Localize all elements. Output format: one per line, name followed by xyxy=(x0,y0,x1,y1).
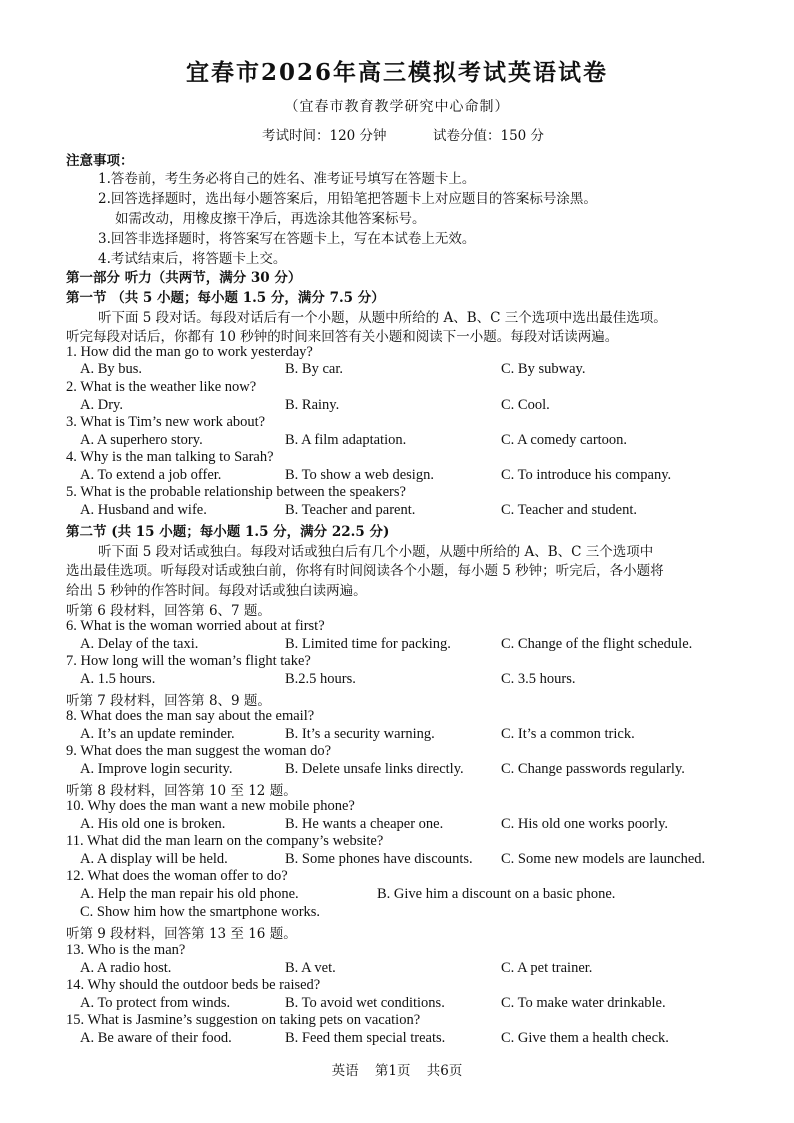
question-stem: 6. What is the woman worried about at first? xyxy=(66,618,325,634)
question-stem: 4. Why is the man talking to Sarah? xyxy=(66,449,274,465)
option-a: A. Delay of the taxi. xyxy=(80,636,199,652)
question-stem: 1. How did the man go to work yesterday? xyxy=(66,344,313,360)
option-a: A. Dry. xyxy=(80,397,123,413)
section1-instruction: 听完每段对话后，你都有 10 秒钟的时间来回答有关小题和阅读下一小题。每段对话读两遍。 xyxy=(66,329,619,345)
option-b: B. Feed them special treats. xyxy=(285,1030,446,1046)
option-b: B. By car. xyxy=(285,361,343,377)
option-c: C. Change of the flight schedule. xyxy=(501,636,693,652)
footer-subject: 英语 xyxy=(331,1063,359,1079)
option-c: C. A pet trainer. xyxy=(501,960,593,976)
page-subtitle: （宜春市教育教学研究中心命制） xyxy=(284,99,510,115)
option-c: C. Cool. xyxy=(501,397,550,413)
section1-instruction: 听下面 5 段对话。每段对话后有一个小题，从题中所给的 A、B、C 三个选项中选出最佳选项。 xyxy=(98,310,667,326)
option-a: A. His old one is broken. xyxy=(80,816,226,832)
option-a: A. A display will be held. xyxy=(80,851,228,867)
question-stem: 10. Why does the man want a new mobile phone? xyxy=(66,798,355,814)
option-b: B. Some phones have discounts. xyxy=(285,851,473,867)
option-a: A. Husband and wife. xyxy=(80,502,207,518)
option-c: C. Teacher and student. xyxy=(501,502,638,518)
material-heading: 听第 6 段材料，回答第 6、7 题。 xyxy=(66,603,271,619)
part1-title: 第一部分 听力（共两节，满分 30 分） xyxy=(66,270,302,286)
option-a: A. 1.5 hours. xyxy=(80,671,156,687)
option-b: B. A vet. xyxy=(285,960,336,976)
note-item: 2.回答选择题时，选出每小题答案后，用铅笔把答题卡上对应题目的答案标号涂黑。 xyxy=(98,191,597,207)
option-b: B. Give him a discount on a basic phone. xyxy=(377,886,616,902)
note-item: 4.考试结束后，将答题卡上交。 xyxy=(98,251,287,267)
option-c: C. His old one works poorly. xyxy=(501,816,669,832)
option-c: C. Give them a health check. xyxy=(501,1030,669,1046)
option-c: C. It’s a common trick. xyxy=(501,726,635,742)
note-item: 1.答卷前，考生务必将自己的姓名、准考证号填写在答题卡上。 xyxy=(98,171,476,187)
question-stem: 8. What does the man say about the email? xyxy=(66,708,315,724)
page-title: 宜春市2026年高三模拟考试英语试卷 xyxy=(185,59,608,86)
option-a: A. To protect from winds. xyxy=(80,995,231,1011)
question-stem: 3. What is Tim’s new work about? xyxy=(66,414,266,430)
option-b: B. A film adaptation. xyxy=(285,432,407,448)
option-b: B. To avoid wet conditions. xyxy=(285,995,445,1011)
question-stem: 9. What does the man suggest the woman do? xyxy=(66,743,332,759)
option-c: C. Show him how the smartphone works. xyxy=(80,904,321,920)
exam-time: 考试时间：120 分钟 xyxy=(262,128,387,144)
option-a: A. Help the man repair his old phone. xyxy=(80,886,299,902)
option-c: C. Change passwords regularly. xyxy=(501,761,685,777)
question-stem: 7. How long will the woman’s flight take? xyxy=(66,653,311,669)
option-b: B. Delete unsafe links directly. xyxy=(285,761,464,777)
question-stem: 11. What did the man learn on the company’s website? xyxy=(66,833,384,849)
option-c: C. 3.5 hours. xyxy=(501,671,576,687)
exam-score: 试卷分值：150 分 xyxy=(433,128,545,144)
question-stem: 5. What is the probable relationship between the speakers? xyxy=(66,484,406,500)
option-c: C. By subway. xyxy=(501,361,586,377)
option-a: A. By bus. xyxy=(80,361,143,377)
option-a: A. Improve login security. xyxy=(80,761,233,777)
question-stem: 12. What does the woman offer to do? xyxy=(66,868,288,884)
option-c: C. To make water drinkable. xyxy=(501,995,666,1011)
option-c: C. A comedy cartoon. xyxy=(501,432,628,448)
option-b: B. It’s a security warning. xyxy=(285,726,435,742)
note-item: 如需改动，用橡皮擦干净后，再选涂其他答案标号。 xyxy=(115,211,426,227)
option-b: B. Rainy. xyxy=(285,397,340,413)
material-heading: 听第 7 段材料，回答第 8、9 题。 xyxy=(66,693,271,709)
note-item: 3.回答非选择题时，将答案写在答题卡上，写在本试卷上无效。 xyxy=(98,231,476,247)
section2-instruction: 给出 5 秒钟的作答时间。每段对话或独白读两遍。 xyxy=(66,583,367,599)
footer-page-number: 第1页 xyxy=(374,1063,411,1079)
option-a: A. To extend a job offer. xyxy=(80,467,222,483)
option-a: A. A superhero story. xyxy=(80,432,203,448)
option-c: C. To introduce his company. xyxy=(501,467,672,483)
option-b: B. Limited time for packing. xyxy=(285,636,451,652)
material-heading: 听第 8 段材料，回答第 10 至 12 题。 xyxy=(66,783,297,799)
material-heading: 听第 9 段材料，回答第 13 至 16 题。 xyxy=(66,926,297,942)
option-a: A. Be aware of their food. xyxy=(80,1030,232,1046)
question-stem: 13. Who is the man? xyxy=(66,942,186,958)
question-stem: 14. Why should the outdoor beds be raised? xyxy=(66,977,321,993)
question-stem: 15. What is Jasmine’s suggestion on taking pets on vacation? xyxy=(66,1012,421,1028)
section2-title: 第二节 (共 15 小题；每小题 1.5 分，满分 22.5 分) xyxy=(66,524,390,540)
option-b: B. He wants a cheaper one. xyxy=(285,816,444,832)
footer-total-pages: 共6页 xyxy=(426,1063,463,1079)
section2-instruction: 选出最佳选项。听每段对话或独白前，你将有时间阅读各个小题，每小题 5 秒钟；听完后，各小题将 xyxy=(66,563,664,579)
section1-title: 第一节 （共 5 小题；每小题 1.5 分，满分 7.5 分） xyxy=(66,290,385,306)
option-b: B. To show a web design. xyxy=(285,467,434,483)
page-footer xyxy=(0,1059,794,1079)
notes-heading: 注意事项： xyxy=(66,153,134,169)
question-stem: 2. What is the weather like now? xyxy=(66,379,257,395)
section2-instruction: 听下面 5 段对话或独白。每段对话或独白后有几个小题，从题中所给的 A、B、C 三个选项中 xyxy=(98,544,654,560)
option-b: B. Teacher and parent. xyxy=(285,502,416,518)
option-c: C. Some new models are launched. xyxy=(501,851,706,867)
option-a: A. It’s an update reminder. xyxy=(80,726,235,742)
option-b: B.2.5 hours. xyxy=(285,671,356,687)
option-a: A. A radio host. xyxy=(80,960,172,976)
